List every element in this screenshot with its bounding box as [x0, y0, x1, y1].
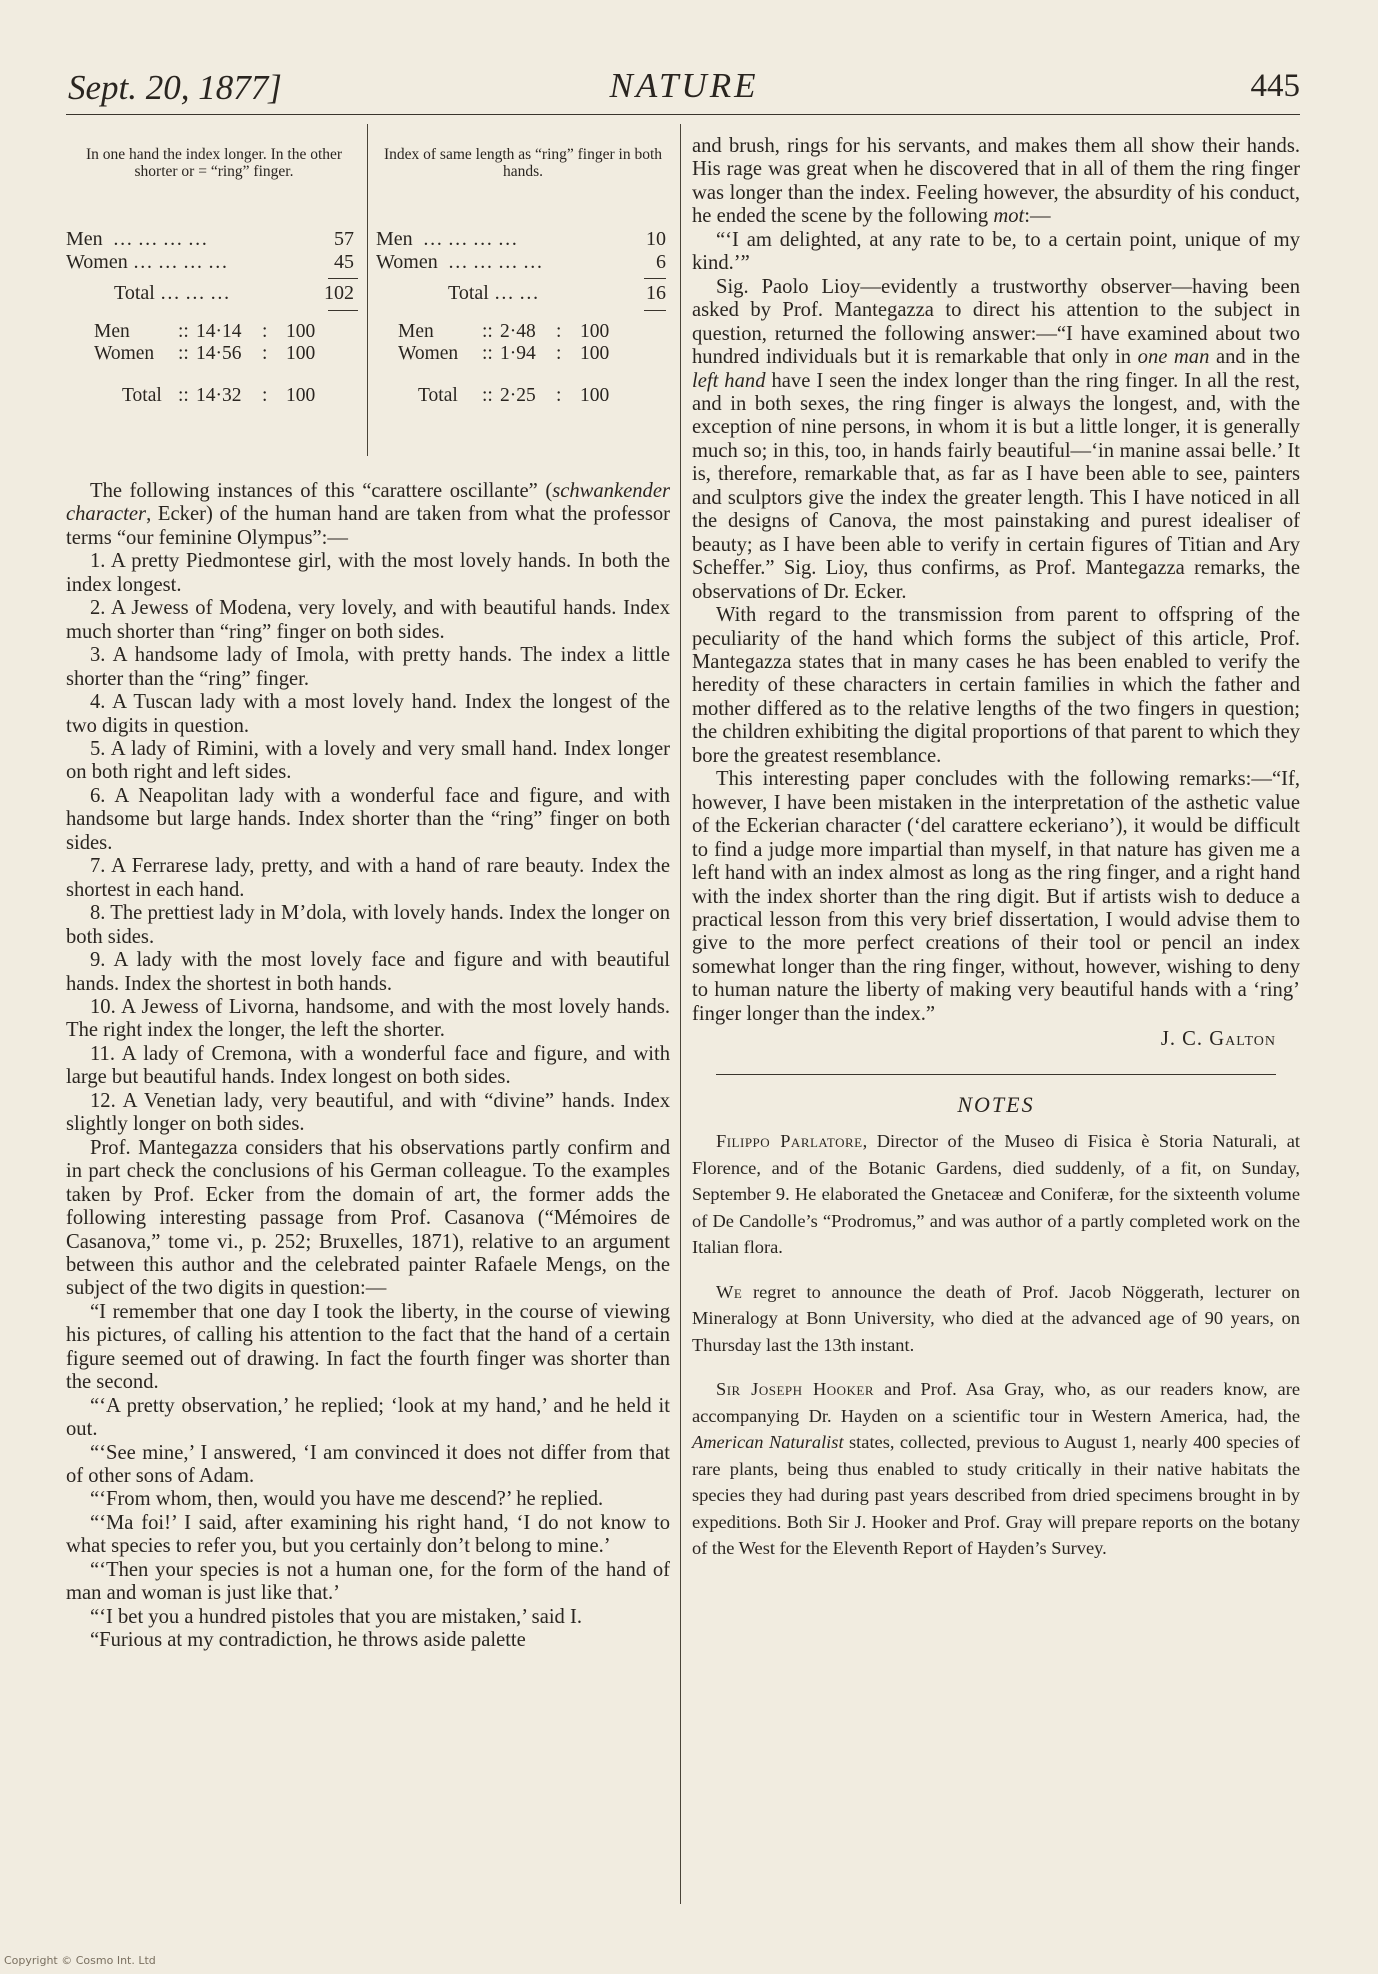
table-row: Total … … … 102: [114, 282, 354, 304]
instance-item: 4. A Tuscan lady with a most lovely hand. Index the longest of the two digits in question.: [66, 691, 670, 737]
dialogue-paragraph: “I remember that one day I took the liberty, in the course of viewing his pictures, of calling his attention to the fact that the hand of a certain figure seemed out of drawing. In fact the fourth finger was shorter than the second.: [66, 1300, 670, 1394]
copyright-notice: Copyright © Cosmo Int. Ltd: [4, 1954, 156, 1967]
dialogue-paragraph: “‘See mine,’ I answered, ‘I am convinced it does not differ from that of other sons of Adam.: [66, 1441, 670, 1488]
instance-item: 10. A Jewess of Livorna, handsome, and with the most lovely hands. The right index the longer, the left the shorter.: [66, 995, 670, 1042]
page-number: 445: [1250, 68, 1300, 104]
table-row: Men :: 14·14 : 100: [94, 321, 316, 342]
dialogue-paragraph: “‘I bet you a hundred pistoles that you are mistaken,’ said I.: [90, 1605, 583, 1628]
column-divider: [680, 124, 681, 1904]
continuation-quote: “‘I am delighted, at any rate to be, to a certain point, unique of my kind.’”: [692, 228, 1300, 275]
instance-item: 6. A Neapolitan lady with a wonderful face and figure, and with handsome but large hands. Index shorter than the “ring” finger on both sides.: [66, 784, 670, 854]
note-parlatore: Filippo Parlatore, Director of the Museo di Fisica è Storia Naturali, at Florence, and of the Botanic Gardens, died suddenly, of a fit, on Sunday, September 9. He elaborated the Gnetaceæ and Coniferæ, for the sixteenth volume of De Candolle’s “Prodromus,” and was author of a partly completed work on the Italian flora.: [692, 1131, 1300, 1258]
table-row: Women … … … … 6: [376, 251, 666, 273]
notes-rule: [716, 1074, 1276, 1075]
table-row: Total … … 16: [448, 282, 666, 304]
table-row: Men :: 2·48 : 100: [398, 321, 610, 342]
instance-item: 5. A lady of Rimini, with a lovely and very small hand. Index longer on both right and left sides.: [66, 737, 670, 784]
table-row: Total :: 14·32 : 100: [122, 385, 316, 406]
instance-item: 9. A lady with the most lovely face and figure and with beautiful hands. Index the shortest in both hands.: [66, 949, 670, 995]
table-row: Women … … … … 45: [66, 251, 354, 273]
instance-item: 3. A handsome lady of Imola, with pretty hands. The index a little shorter than the “ring” finger.: [66, 644, 670, 690]
heredity-paragraph: With regard to the transmission from parent to offspring of the peculiarity of the hand which forms the subject of this article, Prof. Mantegazza states that in many cases he has been enabled to verify the heredity of these characters in certain families in which the father and mother differed as to the relative lengths of the two fingers in question; the children exhibiting the digital proportions of that parent to which they bore the greatest resemblance.: [692, 604, 1300, 767]
table-row: Women :: 1·94 : 100: [398, 343, 610, 364]
table-column-right: [376, 124, 670, 407]
conclusion-paragraph: This interesting paper concludes with the following remarks:—“If, however, I have been mistaken in the interpretation of the asthetic value of the Eckerian character (‘del carattere eckeriano’), it would be difficult to find a judge more impartial than myself, in that nature has given me a left hand with an index almost as long as the ring finger, and a right hand with the index shorter than the ring digit. But if artists wish to deduce a practical lesson from this very brief dissertation, I would advise them to give to the more perfect creations of their tool or pencil an index somewhat longer than the ring finger, without, however, wishing to deny to human nature the liberty of making very beautiful hands with a ‘ring’ finger longer than the index.”: [692, 768, 1300, 1025]
table-row: Total :: 2·25 : 100: [418, 385, 610, 406]
instance-item: 8. The prettiest lady in M’dola, with lovely hands. Index the longer on both sides.: [66, 902, 670, 948]
continuation-paragraph: and brush, rings for his servants, and makes them all show their hands. His rage was great when he discovered that in all of them the ring finger was longer than the index. Feeling however, the absurdity of his conduct, he ended the scene by the following mot:—: [692, 135, 1300, 228]
dialogue-paragraph: “Furious at my contradiction, he throws aside palette: [90, 1629, 526, 1652]
header-rule: [66, 114, 1300, 115]
instance-item: 11. A lady of Cremona, with a wonderful face and figure, and with large but beautiful hands. Index longest on both sides.: [66, 1042, 670, 1089]
table-row: Women :: 14·56 : 100: [94, 343, 316, 364]
issue-date: Sept. 20, 1877]: [68, 68, 282, 107]
instance-item: 12. A Venetian lady, very beautiful, and with “divine” hands. Index slightly longer on both sides.: [66, 1089, 670, 1136]
table-row: Men … … … … 57: [66, 228, 354, 250]
table-heading-left: In one hand the index longer. In the other shorter or = “ring” finger.: [85, 146, 343, 180]
table-row: Men … … … … 10: [376, 228, 666, 250]
left-column: [66, 480, 670, 1653]
dialogue-paragraph: “‘A pretty observation,’ he replied; ‘look at my hand,’ and he held it out.: [66, 1394, 670, 1441]
intro-paragraph: The following instances of this “carattere oscillante” (schwankender character, Ecker) of the human hand are taken from what the professor terms “our feminine Olympus”:—: [66, 480, 670, 549]
author-signature: J. C. Galton: [1160, 1028, 1276, 1051]
dialogue-paragraph: “‘Then your species is not a human one, for the form of the hand of man and woman is just like that.’: [66, 1558, 670, 1605]
note-noggerath: We regret to announce the death of Prof. Jacob Nöggerath, lecturer on Mineralogy at Bonn University, who died at the advanced age of 90 years, on Thursday last the 13th instant.: [692, 1281, 1300, 1355]
page-header: [68, 64, 1300, 114]
dialogue-paragraph: “‘Ma foi!’ I said, after examining his right hand, ‘I do not know to what species to refer you, but you certainly don’t belong to mine.’: [66, 1511, 670, 1558]
instance-item: 1. A pretty Piedmontese girl, with the most lovely hands. In both the index longest.: [66, 550, 670, 596]
lioy-paragraph: Sig. Paolo Lioy—evidently a trustworthy observer—having been asked by Prof. Mantegazza to direct his attention to the subject in question, returned the following answer:—“I have examined about two hundred individuals but it is remarkable that only in one man and in the left hand have I seen the index longer than the ring finger. In all the rest, and in both sexes, the ring finger is always the longest, and, with the exception of nine persons, in whom it is but a little longer, it is generally much so; in this, too, in hands fairly beautiful—‘in manine assai belle.’ It is, therefore, remarkable that, as far as I have been able to see, painters and sculptors give the index the greater length. This I have noticed in all the designs of Canova, the most painstaking and purest idealiser of beauty; as I have been able to verify in certain figures of Titian and Ary Scheffer.” Sig. Lioy, thus confirms, as Prof. Mantegazza remarks, the observations of Dr. Ecker.: [692, 275, 1300, 603]
journal-title: NATURE: [609, 66, 759, 105]
statistics-table: [66, 124, 670, 472]
table-heading-right: Index of same length as “ring” finger in both hands.: [383, 146, 663, 180]
notes-section: [692, 1128, 1300, 1562]
dialogue-paragraph: “‘From whom, then, would you have me descend?’ he replied.: [90, 1488, 604, 1511]
note-hooker: Sir Joseph Hooker and Prof. Asa Gray, who, as our readers know, are accompanying Dr. Hayden on a scientific tour in Western America, had, the American Naturalist states, collected, previous to August 1, nearly 400 species of rare plants, being thus enabled to study critically in their native habitats the species they had during past years described from dried specimens brought in by expeditions. Both Sir J. Hooker and Prof. Gray will prepare reports on the botany of the West for the Eleventh Report of Hayden’s Survey.: [692, 1379, 1300, 1559]
notes-heading: NOTES: [957, 1091, 1035, 1117]
mantegazza-paragraph: Prof. Mantegazza considers that his observations partly confirm and in part check the conclusions of his German colleague. To the examples taken by Prof. Ecker from the domain of art, the former adds the following interesting passage from Prof. Casanova (“Mémoires de Casanova,” tome vi., p. 252; Bruxelles, 1871), relative to an argument between this author and the celebrated painter Rafaele Mengs, on the subject of the two digits in question:—: [66, 1136, 670, 1300]
right-column: [692, 135, 1300, 1562]
table-column-left: [66, 124, 362, 407]
instance-item: 2. A Jewess of Modena, very lovely, and with beautiful hands. Index much shorter than “ring” finger on both sides.: [66, 597, 670, 643]
instance-item: 7. A Ferrarese lady, pretty, and with a hand of rare beauty. Index the shortest in each hand.: [66, 855, 670, 901]
table-divider: [367, 124, 368, 456]
